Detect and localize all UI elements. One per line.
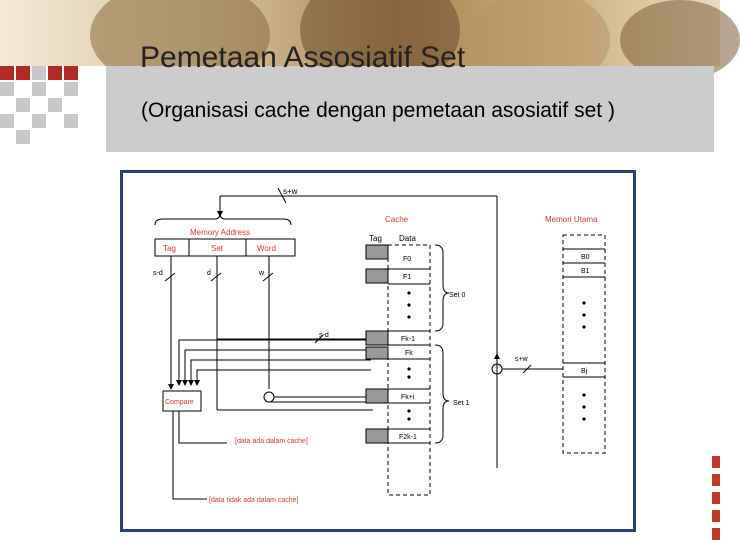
right-stripe-decoration bbox=[712, 450, 720, 540]
memory-block-b1: B1 bbox=[581, 268, 590, 275]
cache-line-fk: Fk bbox=[405, 350, 413, 357]
memory-block-b0: B0 bbox=[581, 254, 590, 261]
address-brace bbox=[155, 213, 291, 225]
set-field-label: Set bbox=[211, 244, 224, 253]
set1-brace bbox=[435, 345, 449, 443]
hit-label: [data ada dalam cache] bbox=[235, 438, 308, 445]
set0-brace bbox=[435, 245, 449, 331]
memori-utama-heading: Memori Utama bbox=[545, 215, 598, 224]
memory-address-heading: Memory Address bbox=[190, 228, 251, 237]
cache-data-col: Data bbox=[399, 234, 416, 243]
s-plus-w-wire-label: s+w bbox=[515, 356, 528, 363]
cache-line-f2k-1: F2k-1 bbox=[399, 434, 417, 441]
set0-label: Set 0 bbox=[449, 292, 466, 299]
cache-line-fk+i: Fk+i bbox=[401, 394, 415, 401]
tag-field-label: Tag bbox=[163, 244, 176, 253]
tag-width-label: s-d bbox=[153, 270, 163, 277]
cache-heading: Cache bbox=[385, 215, 409, 224]
set-width-label: d bbox=[207, 270, 211, 277]
word-mux-circle bbox=[264, 392, 274, 402]
s-minus-d-wire-label: s-d bbox=[319, 332, 329, 339]
cache-diagram bbox=[123, 173, 633, 529]
cache-line-f1: F1 bbox=[403, 274, 412, 281]
miss-label: [data tidak ada dalam cache] bbox=[209, 497, 299, 504]
memory-block-bj: Bj bbox=[581, 368, 588, 375]
compare-label: Compare bbox=[165, 399, 194, 406]
slide-title: Pemetaan Assosiatif Set bbox=[140, 41, 466, 74]
cache-line-f0: F0 bbox=[403, 256, 412, 263]
cache-diagram-frame bbox=[120, 170, 636, 532]
slide-subtitle: (Organisasi cache dengan pemetaan asosiatif set ) bbox=[141, 99, 615, 122]
cache-tag-col: Tag bbox=[369, 234, 382, 243]
cache-line-fk-1: Fk-1 bbox=[401, 336, 415, 343]
word-width-label: w bbox=[259, 270, 265, 277]
s-plus-w-label: s+w bbox=[283, 187, 298, 196]
set1-label: Set 1 bbox=[453, 400, 470, 407]
word-field-label: Word bbox=[257, 244, 276, 253]
checker-decoration bbox=[0, 66, 100, 150]
